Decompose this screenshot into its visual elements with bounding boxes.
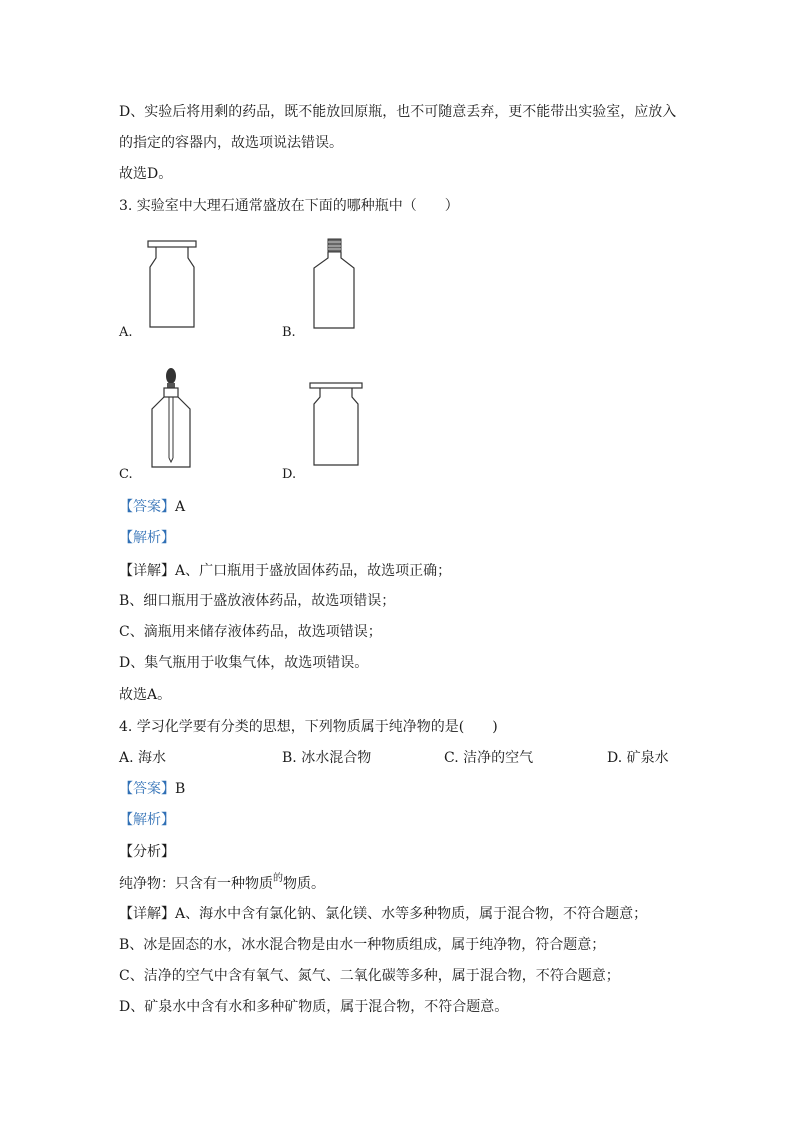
q4-fenxi-heading: 【分析】 xyxy=(119,844,175,860)
q3-analysis-tag: 解析 xyxy=(133,530,161,546)
q3-option-b-label: B. xyxy=(282,325,296,340)
q4-fenxi-tag: 分析 xyxy=(133,844,161,860)
gas-collecting-bottle-icon xyxy=(306,380,366,468)
q3-detail-b: B、细口瓶用于盛放液体药品，故选项错误； xyxy=(119,593,396,609)
q4-detail-tag: 详解 xyxy=(133,906,161,922)
q3-analysis-heading: 【解析】 xyxy=(119,530,175,546)
narrow-mouth-bottle-icon xyxy=(308,236,362,330)
q3-option-c-label: C. xyxy=(119,467,133,482)
q3-detail-d: D、集气瓶用于收集气体，故选项错误。 xyxy=(119,655,369,671)
q3-detail-c: C、滴瓶用来储存液体药品，故选项错误； xyxy=(119,624,382,640)
q3-conclusion: 故选A。 xyxy=(119,687,172,703)
q4-choice-a: A. 海水 xyxy=(119,750,167,766)
prev-conclusion: 故选D。 xyxy=(119,166,173,182)
q4-answer-value: B xyxy=(175,781,186,797)
wide-mouth-bottle-icon xyxy=(140,238,204,330)
q4-detail-a: 【详解】A、海水中含有氯化钠、氯化镁、水等多种物质，属于混合物，不符合题意； xyxy=(119,906,648,922)
q3-detail-a: 【详解】A、广口瓶用于盛放固体药品，故选项正确； xyxy=(119,563,452,579)
answer-tag-close: 】 xyxy=(161,499,175,515)
q4-detail-d: D、矿泉水中含有水和多种矿物质，属于混合物，不符合题意。 xyxy=(119,999,509,1015)
q3-detail-tag: 详解 xyxy=(133,563,161,579)
q3-stem: 3. 实验室中大理石通常盛放在下面的哪种瓶中（ ） xyxy=(119,198,459,214)
q4-choice-b: B. 冰水混合物 xyxy=(282,750,372,766)
q4-answer-line: 【答案】B xyxy=(119,781,186,797)
prev-line-d-2: 的指定的容器内，故选项说法错误。 xyxy=(119,135,343,151)
q4-detail-c: C、洁净的空气中含有氧气、氮气、二氧化碳等多种，属于混合物，不符合题意； xyxy=(119,968,620,984)
answer-tag-open: 【 xyxy=(119,499,133,515)
q4-stem: 4. 学习化学要有分类的思想，下列物质属于纯净物的是( ) xyxy=(119,719,498,735)
q4-analysis-tag: 解析 xyxy=(133,812,161,828)
q3-answer-tag: 答案 xyxy=(133,499,161,515)
q4-detail-b: B、冰是固态的水，冰水混合物是由水一种物质组成，属于纯净物，符合题意； xyxy=(119,937,606,953)
q4-analysis-heading: 【解析】 xyxy=(119,812,175,828)
q3-answer-line xyxy=(119,497,185,517)
q3-option-a-label: A. xyxy=(119,325,133,340)
q4-definition: 纯净物：只含有一种物质$^的$物质。 xyxy=(119,873,325,892)
prev-line-d-1: D、实验后将用剩的药品，既不能放回原瓶，也不可随意丢弃，更不能带出实验室，应放入 xyxy=(119,104,677,120)
q3-answer-value: A xyxy=(175,499,186,515)
dropper-bottle-icon xyxy=(146,364,196,470)
q4-choice-d: D. 矿泉水 xyxy=(607,750,669,766)
q3-option-d-label: D. xyxy=(282,467,297,482)
q4-answer-tag: 答案 xyxy=(133,781,161,797)
q4-choice-c: C. 洁净的空气 xyxy=(444,750,534,766)
